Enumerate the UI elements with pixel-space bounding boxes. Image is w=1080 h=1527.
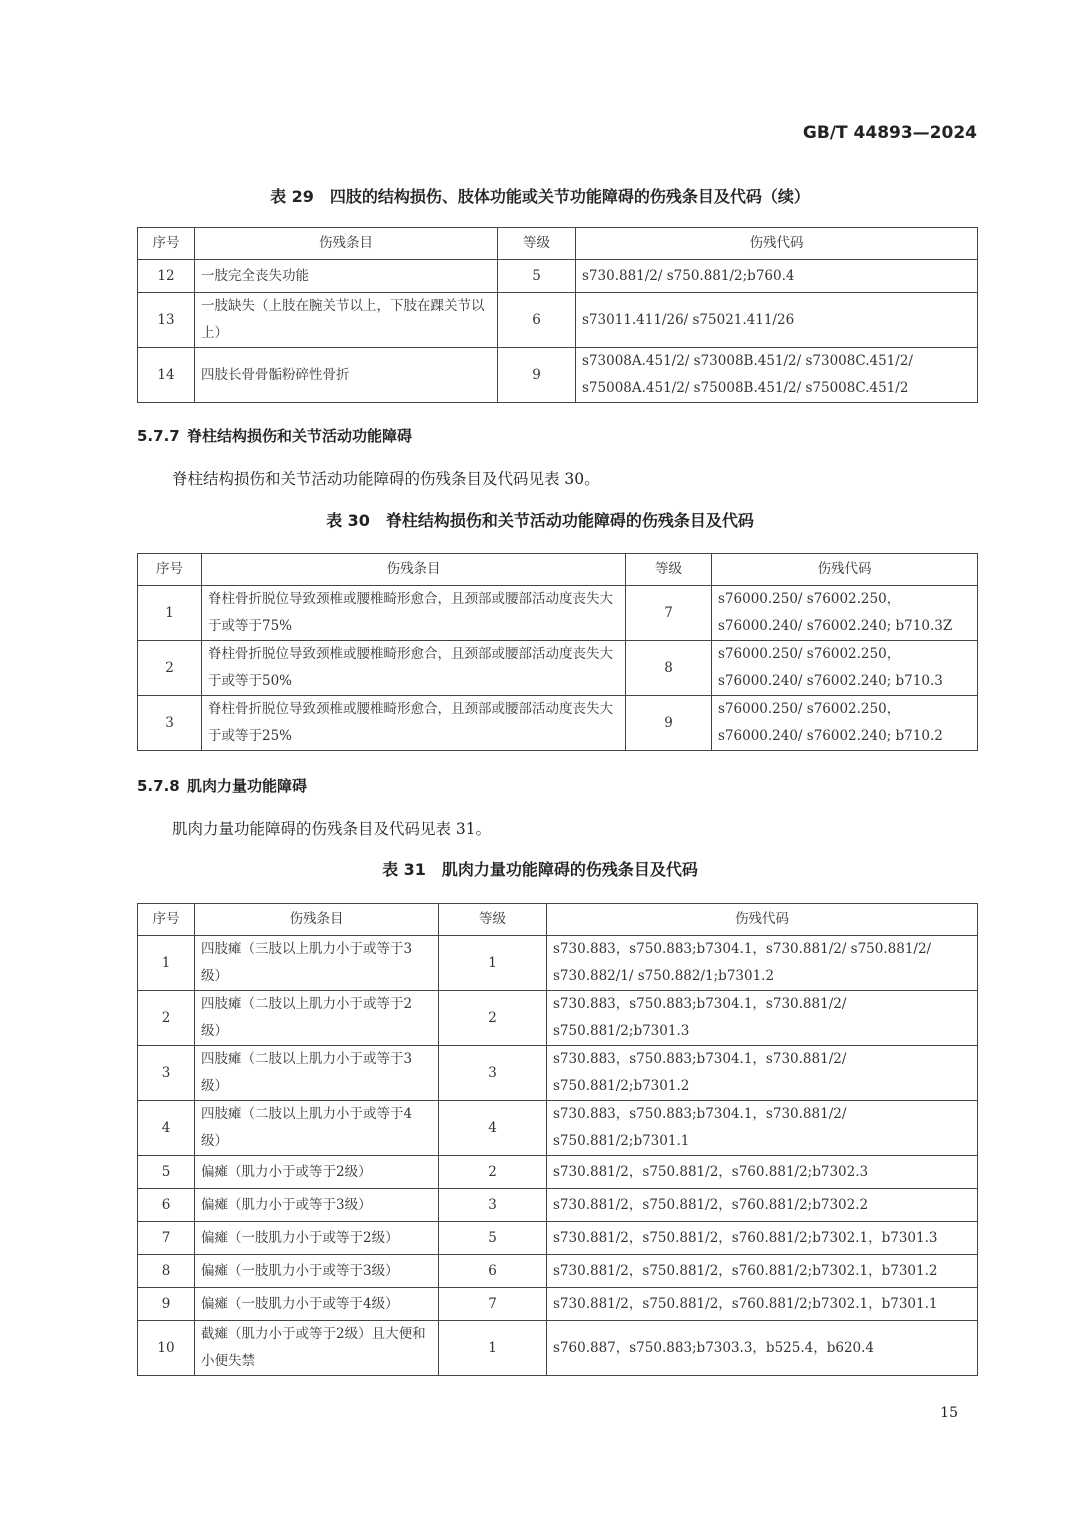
header-no: 序号 xyxy=(138,554,202,586)
cell-grade: 8 xyxy=(626,641,712,696)
standard-number: GB/T 44893—2024 xyxy=(802,123,977,143)
header-item: 伤残条目 xyxy=(195,904,439,936)
section-number: 5.7.8 xyxy=(137,777,180,795)
cell-no: 7 xyxy=(138,1222,195,1255)
cell-no: 9 xyxy=(138,1288,195,1321)
cell-item: 四肢瘫（二肢以上肌力小于或等于3级） xyxy=(195,1046,439,1101)
page-number: 15 xyxy=(940,1405,958,1421)
cell-item: 脊柱骨折脱位导致颈椎或腰椎畸形愈合，且颈部或腰部活动度丧失大于或等于50% xyxy=(202,641,626,696)
cell-no: 13 xyxy=(138,293,195,348)
cell-no: 6 xyxy=(138,1189,195,1222)
cell-code: s730.881/2/ s750.881/2;b760.4 xyxy=(576,260,978,293)
cell-no: 3 xyxy=(138,696,202,751)
table-row xyxy=(138,260,978,293)
section-heading-577 xyxy=(137,425,412,446)
table-row xyxy=(138,936,978,991)
cell-grade: 6 xyxy=(498,293,576,348)
cell-code: s730.883，s750.883;b7304.1，s730.881/2/ s750.881/2;b7301.3 xyxy=(547,991,978,1046)
table-row xyxy=(138,1222,978,1255)
table-row xyxy=(138,293,978,348)
cell-no: 2 xyxy=(138,991,195,1046)
cell-item: 四肢瘫（二肢以上肌力小于或等于4级） xyxy=(195,1101,439,1156)
cell-no: 3 xyxy=(138,1046,195,1101)
table31 xyxy=(137,903,978,1376)
cell-code: s73011.411/26/ s75021.411/26 xyxy=(576,293,978,348)
cell-item: 四肢瘫（二肢以上肌力小于或等于2级） xyxy=(195,991,439,1046)
cell-grade: 7 xyxy=(626,586,712,641)
cell-code: s730.883，s750.883;b7304.1，s730.881/2/ s750.881/2/ s730.882/1/ s750.882/1;b7301.2 xyxy=(547,936,978,991)
header-grade: 等级 xyxy=(626,554,712,586)
cell-code: s76000.250/ s76002.250，s76000.240/ s76002.240; b710.3Z xyxy=(712,586,978,641)
cell-no: 10 xyxy=(138,1321,195,1376)
cell-code: s730.881/2，s750.881/2，s760.881/2;b7302.2 xyxy=(547,1189,978,1222)
cell-item: 脊柱骨折脱位导致颈椎或腰椎畸形愈合，且颈部或腰部活动度丧失大于或等于75% xyxy=(202,586,626,641)
table29 xyxy=(137,227,978,403)
header-grade: 等级 xyxy=(498,228,576,260)
header-code: 伤残代码 xyxy=(712,554,978,586)
cell-code: s730.881/2，s750.881/2，s760.881/2;b7302.1，b7301.2 xyxy=(547,1255,978,1288)
cell-grade: 1 xyxy=(439,936,547,991)
table-header-row xyxy=(138,554,978,586)
cell-no: 4 xyxy=(138,1101,195,1156)
table-row xyxy=(138,991,978,1046)
table-row xyxy=(138,1288,978,1321)
cell-code: s730.883，s750.883;b7304.1，s730.881/2/ s750.881/2;b7301.2 xyxy=(547,1046,978,1101)
cell-no: 14 xyxy=(138,348,195,403)
cell-code: s76000.250/ s76002.250，s76000.240/ s76002.240; b710.2 xyxy=(712,696,978,751)
cell-code: s730.881/2，s750.881/2，s760.881/2;b7302.1，b7301.3 xyxy=(547,1222,978,1255)
header-code: 伤残代码 xyxy=(547,904,978,936)
cell-item: 一肢缺失（上肢在腕关节以上，下肢在踝关节以上） xyxy=(195,293,498,348)
cell-no: 1 xyxy=(138,586,202,641)
cell-grade: 9 xyxy=(626,696,712,751)
cell-item: 偏瘫（一肢肌力小于或等于3级） xyxy=(195,1255,439,1288)
table-row xyxy=(138,1046,978,1101)
header-no: 序号 xyxy=(138,904,195,936)
table-row xyxy=(138,1321,978,1376)
table29-caption: 表 29 四肢的结构损伤、肢体功能或关节功能障碍的伤残条目及代码（续） xyxy=(270,187,810,206)
table-row xyxy=(138,1255,978,1288)
cell-grade: 5 xyxy=(439,1222,547,1255)
table30 xyxy=(137,553,978,751)
table-row xyxy=(138,1101,978,1156)
section-title: 肌肉力量功能障碍 xyxy=(187,777,308,795)
table-row xyxy=(138,696,978,751)
cell-grade: 6 xyxy=(439,1255,547,1288)
section-number: 5.7.7 xyxy=(137,427,180,445)
table-row xyxy=(138,1189,978,1222)
cell-item: 四肢长骨骨骺粉碎性骨折 xyxy=(195,348,498,403)
cell-item: 偏瘫（一肢肌力小于或等于4级） xyxy=(195,1288,439,1321)
cell-item: 截瘫（肌力小于或等于2级）且大便和小便失禁 xyxy=(195,1321,439,1376)
table-header-row xyxy=(138,904,978,936)
cell-grade: 3 xyxy=(439,1046,547,1101)
cell-grade: 3 xyxy=(439,1189,547,1222)
header-item: 伤残条目 xyxy=(202,554,626,586)
section-578-text: 肌肉力量功能障碍的伤残条目及代码见表 31。 xyxy=(172,820,492,838)
cell-item: 偏瘫（一肢肌力小于或等于2级） xyxy=(195,1222,439,1255)
cell-code: s760.887，s750.883;b7303.3，b525.4，b620.4 xyxy=(547,1321,978,1376)
table-header-row xyxy=(138,228,978,260)
table-row xyxy=(138,641,978,696)
cell-item: 偏瘫（肌力小于或等于2级） xyxy=(195,1156,439,1189)
cell-code: s730.881/2，s750.881/2，s760.881/2;b7302.3 xyxy=(547,1156,978,1189)
header-grade: 等级 xyxy=(439,904,547,936)
table-row xyxy=(138,1156,978,1189)
cell-no: 8 xyxy=(138,1255,195,1288)
section-577-text: 脊柱结构损伤和关节活动功能障碍的伤残条目及代码见表 30。 xyxy=(172,470,600,488)
cell-grade: 9 xyxy=(498,348,576,403)
cell-item: 四肢瘫（三肢以上肌力小于或等于3级） xyxy=(195,936,439,991)
cell-item: 一肢完全丧失功能 xyxy=(195,260,498,293)
cell-no: 12 xyxy=(138,260,195,293)
header-no: 序号 xyxy=(138,228,195,260)
cell-no: 1 xyxy=(138,936,195,991)
header-item: 伤残条目 xyxy=(195,228,498,260)
cell-grade: 1 xyxy=(439,1321,547,1376)
table-row xyxy=(138,348,978,403)
cell-item: 脊柱骨折脱位导致颈椎或腰椎畸形愈合，且颈部或腰部活动度丧失大于或等于25% xyxy=(202,696,626,751)
cell-code: s730.883，s750.883;b7304.1，s730.881/2/ s750.881/2;b7301.1 xyxy=(547,1101,978,1156)
section-heading-578 xyxy=(137,775,307,796)
cell-item: 偏瘫（肌力小于或等于3级） xyxy=(195,1189,439,1222)
cell-code: s76000.250/ s76002.250，s76000.240/ s76002.240; b710.3 xyxy=(712,641,978,696)
cell-grade: 4 xyxy=(439,1101,547,1156)
table30-caption: 表 30 脊柱结构损伤和关节活动功能障碍的伤残条目及代码 xyxy=(326,511,754,530)
cell-no: 2 xyxy=(138,641,202,696)
table-row xyxy=(138,586,978,641)
cell-grade: 5 xyxy=(498,260,576,293)
cell-grade: 7 xyxy=(439,1288,547,1321)
cell-code: s73008A.451/2/ s73008B.451/2/ s73008C.451/2/ s75008A.451/2/ s75008B.451/2/ s75008C.451/2 xyxy=(576,348,978,403)
cell-grade: 2 xyxy=(439,991,547,1046)
header-code: 伤残代码 xyxy=(576,228,978,260)
cell-grade: 2 xyxy=(439,1156,547,1189)
cell-code: s730.881/2，s750.881/2，s760.881/2;b7302.1，b7301.1 xyxy=(547,1288,978,1321)
table31-caption: 表 31 肌肉力量功能障碍的伤残条目及代码 xyxy=(382,860,698,879)
cell-no: 5 xyxy=(138,1156,195,1189)
section-title: 脊柱结构损伤和关节活动功能障碍 xyxy=(187,427,413,445)
